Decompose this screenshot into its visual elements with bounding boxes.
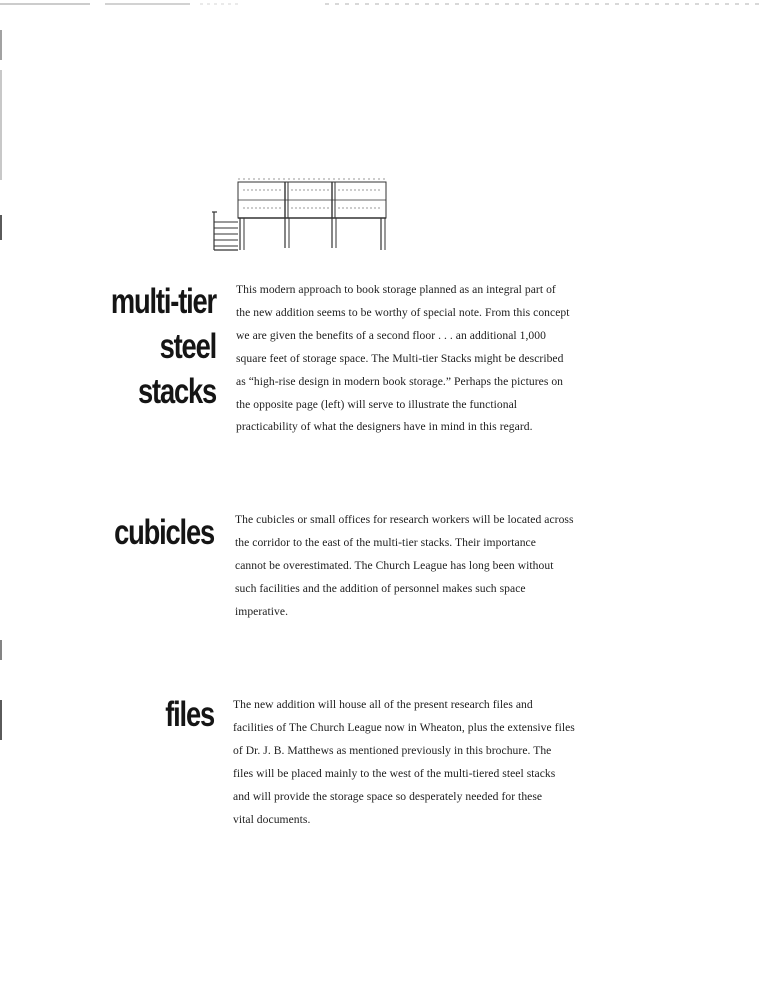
- text-line: as “high-rise design in modern book storage.” Perhaps the pictures on: [236, 374, 564, 388]
- stacks-elevation-drawing: [210, 178, 390, 252]
- text-line: The cubicles or small offices for research workers will be located across: [235, 513, 574, 526]
- text-line: the corridor to the east of the multi-tier stacks. Their importance: [235, 535, 536, 549]
- text-line: The new addition will house all of the present research files and: [233, 698, 533, 711]
- text-line: cannot be overestimated. The Church League has long been without: [235, 558, 554, 572]
- text-line: facilities of The Church League now in Wheaton, plus the extensive files: [233, 720, 575, 734]
- scan-edge-top: [0, 2, 763, 6]
- text-line: the opposite page (left) will serve to illustrate the functional: [236, 397, 518, 411]
- heading-line: stacks: [138, 372, 216, 411]
- text-line: we are given the benefits of a second floor . . . an additional 1,000: [236, 328, 546, 342]
- heading-line: files: [165, 695, 214, 734]
- heading-cubicles: [58, 510, 214, 555]
- text-line: vital documents.: [233, 812, 311, 826]
- text-line: such facilities and the addition of personnel makes such space: [235, 581, 526, 595]
- paragraph-files: [233, 694, 633, 831]
- heading-line: cubicles: [114, 513, 214, 552]
- scan-edge-left: [0, 0, 6, 990]
- text-line: This modern approach to book storage planned as an integral part of: [236, 283, 556, 296]
- text-line: and will provide the storage space so desperately needed for these: [233, 789, 543, 803]
- text-line: imperative.: [235, 604, 289, 618]
- heading-line: steel: [159, 327, 216, 366]
- heading-files: [58, 692, 214, 737]
- text-line: practicability of what the designers have in mind in this regard.: [236, 420, 533, 434]
- text-line: the new addition seems to be worthy of special note. From this concept: [236, 305, 570, 319]
- text-line: files will be placed mainly to the west of the multi-tiered steel stacks: [233, 766, 556, 780]
- paragraph-multi-tier: [236, 279, 636, 439]
- heading-line: multi-tier: [110, 282, 216, 321]
- text-line: of Dr. J. B. Matthews as mentioned previously in this brochure. The: [233, 743, 552, 757]
- paragraph-cubicles: [235, 509, 635, 624]
- text-line: square feet of storage space. The Multi-tier Stacks might be described: [236, 351, 564, 365]
- heading-multi-tier-steel-stacks: [60, 279, 216, 414]
